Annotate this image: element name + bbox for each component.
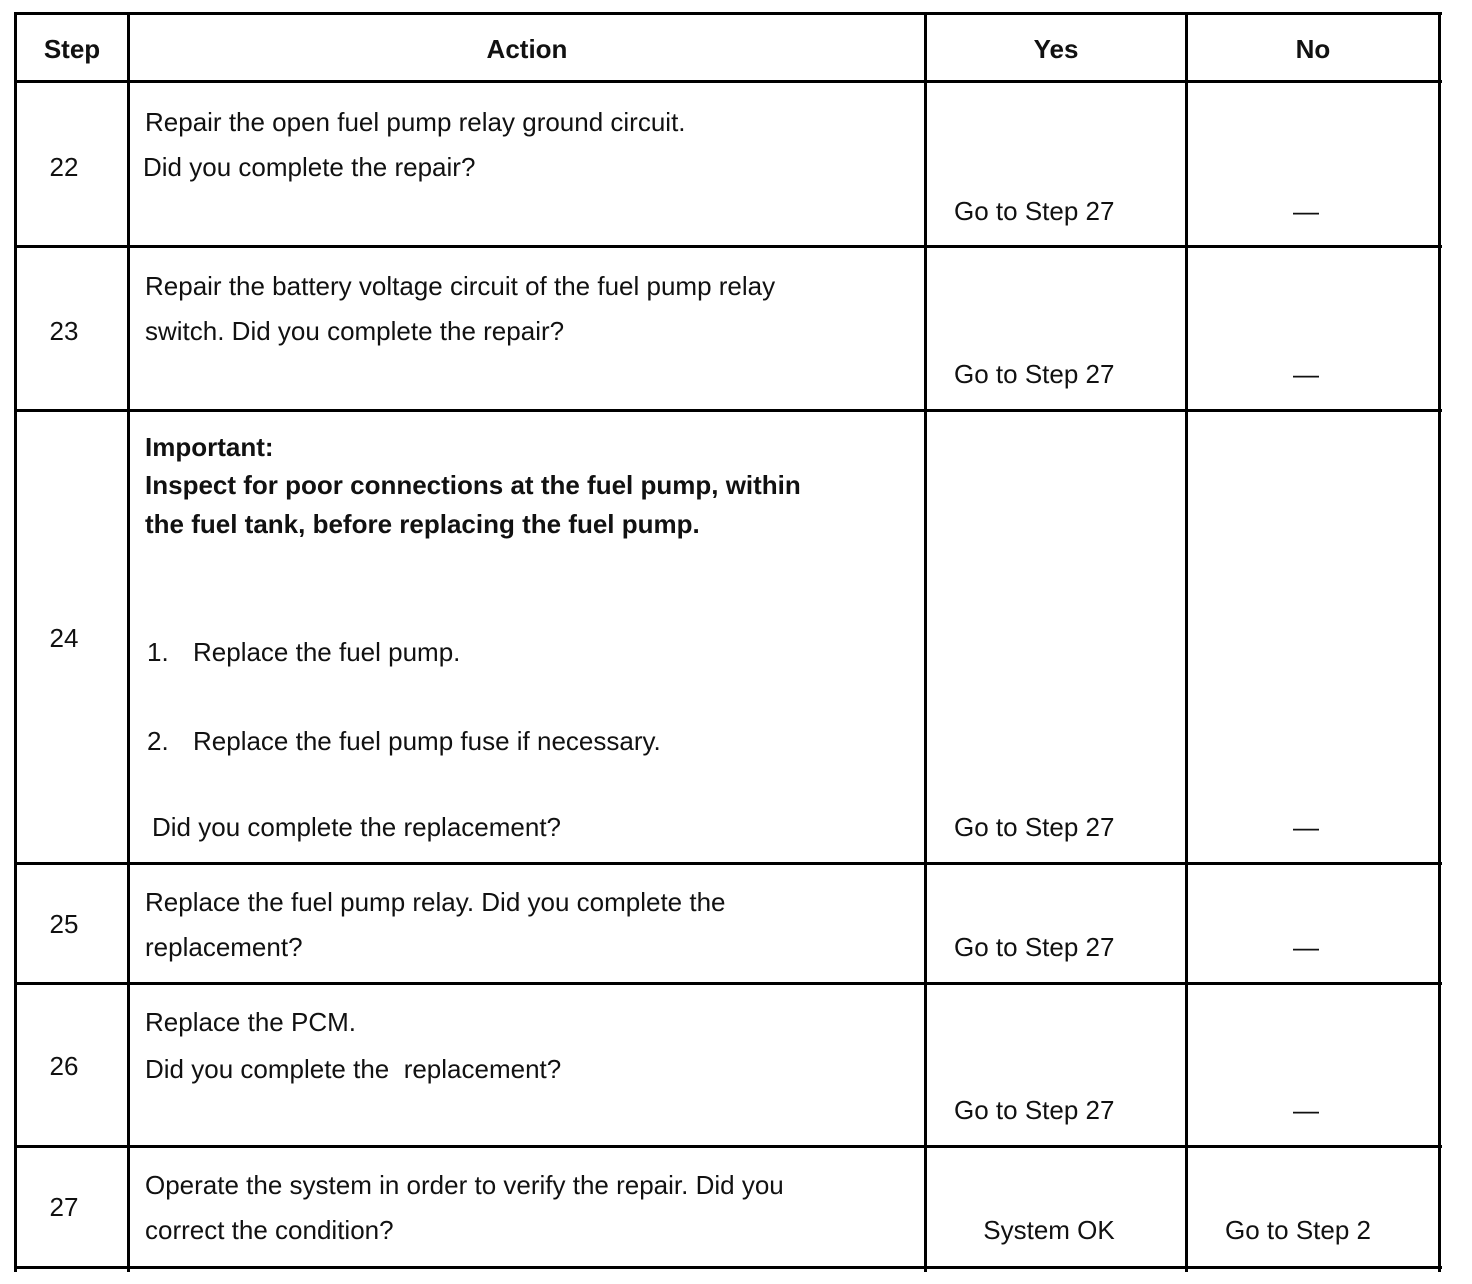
list-item: Replace the fuel pump. [193,637,461,667]
list-item: Replace the fuel pump fuse if necessary. [193,726,661,756]
action-text: correct the condition? [145,1215,394,1245]
yes-result: Go to Step 27 [954,196,1115,226]
step-number: 23 [49,316,79,346]
row-divider [14,1145,1442,1148]
column-divider [127,12,130,1272]
action-text: Replace the PCM. [145,1007,356,1037]
yes-result: Go to Step 27 [954,812,1115,842]
action-question: Did you complete the replacement? [152,812,562,842]
header-step: Step [43,34,101,64]
important-text: Inspect for poor connections at the fuel pump, within [145,470,801,500]
action-text: replacement? [145,932,303,962]
table-border-top [14,12,1442,15]
no-result: — [1293,812,1319,842]
header-action: Action [486,34,568,64]
no-result: — [1293,932,1319,962]
action-text: Replace the fuel pump relay. Did you complete the [145,887,726,917]
yes-result: Go to Step 27 [954,359,1115,389]
row-divider [14,982,1442,985]
header-yes: Yes [1033,34,1079,64]
action-text: Did you complete the repair? [143,152,476,182]
no-result: — [1293,1095,1319,1125]
table-border-bottom [14,1266,1442,1269]
important-label: Important: [145,432,274,462]
action-text: Repair the battery voltage circuit of the fuel pump relay [145,271,776,301]
no-result: — [1293,359,1319,389]
yes-result: System OK [983,1215,1115,1245]
column-divider [924,12,927,1272]
row-divider [14,862,1442,865]
action-text: Operate the system in order to verify the repair. Did you [145,1170,784,1200]
yes-result: Go to Step 27 [954,1095,1115,1125]
no-result: — [1293,196,1319,226]
step-number: 25 [49,909,79,939]
action-text: Did you complete the replacement? [145,1054,562,1084]
step-number: 26 [49,1051,79,1081]
step-number: 22 [49,152,79,182]
important-text: the fuel tank, before replacing the fuel pump. [145,509,700,539]
action-text: Repair the open fuel pump relay ground circuit. [145,107,686,137]
step-number: 24 [49,623,79,653]
header-no: No [1295,34,1331,64]
list-number: 1. [147,637,169,667]
step-number: 27 [49,1192,79,1222]
row-divider [14,409,1442,412]
table-border-right [1438,12,1441,1272]
yes-result: Go to Step 27 [954,932,1115,962]
no-result: Go to Step 2 [1225,1215,1371,1245]
row-divider [14,245,1442,248]
row-divider [14,80,1442,83]
action-text: switch. Did you complete the repair? [145,316,565,346]
list-number: 2. [147,726,169,756]
